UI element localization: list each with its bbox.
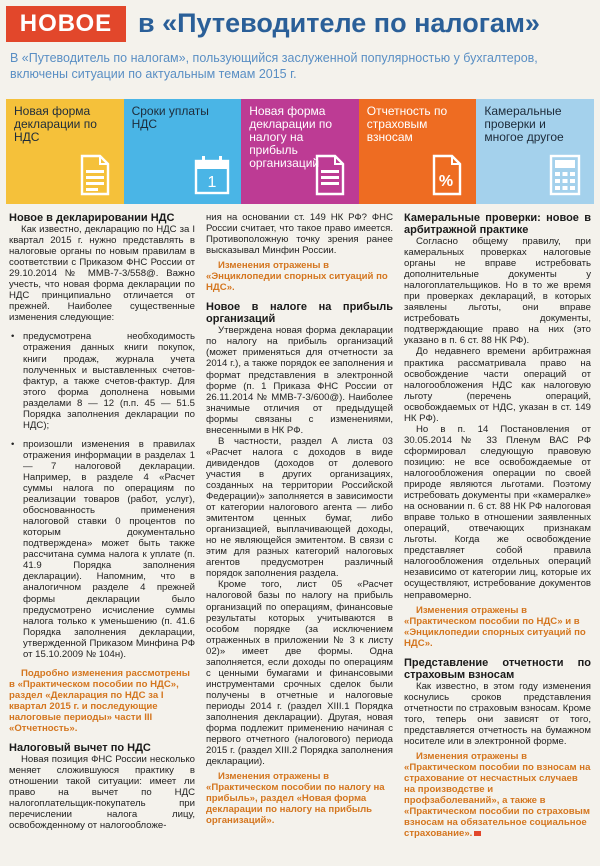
topic-tiles	[6, 99, 594, 204]
document-icon	[76, 154, 114, 196]
reference-note: Изменения отражены в «Энциклопедии спорных ситуаций по НДС».	[206, 260, 388, 294]
calendar-icon	[193, 154, 231, 196]
paragraph: Согласно общему правилу, при камеральных проверках налоговые органы не вправе истребовать дополнительные документы у налогоплательщиков. Но в то же время при проверках деклараций, в которых заявлены льготы, они вправе истребовать документы, подтверждающие право на них (это указано в п. 6 ст. 88 НК РФ).	[404, 236, 591, 347]
column-1	[9, 212, 195, 831]
page-subtitle: В «Путеводитель по налогам», пользующийся заслуженной популярностью у бухгалтеров, включены ситуации по актуальным темам 2015 г.	[10, 51, 538, 81]
tile-desk-audits	[476, 99, 594, 204]
paragraph: ния на основании ст. 149 НК РФ? ФНС России считает, что такое право имеется. Противоположную точку зрения ранее высказывал Минфин России.	[206, 212, 393, 257]
column-3	[404, 212, 591, 839]
tile-vat-deadlines	[124, 99, 242, 204]
paragraph: Как известно, декларацию по НДС за I квартал 2015 г. нужно представлять в налоговые органы по новым правилам в соответствии с Приказом ФНС России от 29.10.2014 № ММВ-7-3/558@. Важно учесть, что новая форма декларации по НДС принципиально отличается от прежней. Наиболее существенные изменения следующие:	[9, 224, 195, 324]
calculator-icon	[546, 154, 584, 196]
tile-label: Отчетность по страховым взносам	[366, 104, 448, 144]
tile-insurance-reporting	[359, 99, 477, 204]
paragraph: Как известно, в этом году изменения коснулись сроков представления отчетности по страховым взносам. Кроме того, теперь они зависят от того, представляется отчетность на бумажном носителе или в электронной форме.	[404, 680, 591, 747]
percent-document-icon	[428, 154, 466, 196]
paragraph: До недавнего времени арбитражная практика рассматривала право на освобождение части операций от налогообложения НДС как налоговую льготу (перечень операций, освобождаемых от НДС, указан в ст. 149 НК РФ).	[404, 346, 591, 424]
column-2	[206, 212, 393, 826]
reference-note: Изменения отражены в «Практическом пособии по НДС» и в «Энциклопедии спорных ситуаций по НДС».	[404, 604, 586, 649]
reference-note: Подробно изменения рассмотрены в «Практическом пособии по НДС», раздел «Декларация по НДС за I квартал 2015 г. и последующие налоговые периоды» части III «Отчетность».	[9, 667, 190, 735]
page-title: в «Путеводителе по налогам»	[138, 8, 540, 38]
calendar-day: 1	[207, 174, 217, 191]
section-heading: Новое в декларировании НДС	[9, 212, 175, 224]
tile-profit-tax-declaration	[241, 99, 359, 204]
reference-note-text: Изменения отражены в «Практическом пособии по взносам на страхование от несчастных случаев на производстве и профзаболеваний», а также в «Практическом пособии по страховым взносам на обязательное социальное страхование».	[404, 751, 591, 840]
paragraph: В частности, раздел А листа 03 «Расчет налога с доходов в виде дивидендов (доходов от долевого участия в других организациях, созданных на территории Российской Федерации)» заполняется в зависимости от категории налогового агента — либо эмитентом ценных бумаг, либо организацией, выплачивающей доходы, но не являющейся эмитентом. В связи с этим для разных категорий налоговых агентов предусмотрен различный порядок заполнения раздела.	[206, 435, 393, 580]
tile-label: Камеральные проверки и многое другое	[484, 104, 564, 144]
paragraph: Новая позиция ФНС России несколько меняет сложившуюся практику в отношении такой ситуации: имеет ли право на вычет по НДС налогоплательщик-покупатель при перечислении налога лицу, освобожденному от налогообложе-	[9, 754, 195, 832]
tile-label: Новая форма декларации по НДС	[14, 104, 97, 144]
bullet-item: • предусмотрена необходимость отражения данных книги покупок, книги продаж, журнала учета полученных и выставленных счетов-фактур, а также счетов-фактур. Для этого форма дополнена новыми разделами 8 — 12 (п.п. 45 — 51.5 Порядка заполнения декларации по НДС);	[9, 331, 195, 430]
reference-note: Изменения отражены в «Практическом пособии по налогу на прибыль», раздел «Новая форма декларации по налогу на прибыль организаций».	[206, 771, 385, 827]
paragraph: Утверждена новая форма декларации по налогу на прибыль организаций (может применяться для отчетности за 2014 г.), а также порядок ее заполнения и формат представления в электронной форме (п. 1 Приказа ФНС России от 26.11.2014 № ММВ-7-3/600@). Наиболее значимые отличия от предыдущей формы связаны с изменениями, внесенными в НК РФ.	[206, 325, 393, 436]
section-heading: Представление отчетности по страховым взносам	[404, 656, 591, 681]
paragraph: Кроме того, лист 05 «Расчет налоговой базы по налогу на прибыль организаций по операциям, финансовые результаты которых учитываются в особом порядке (за исключением отраженных в приложении № 3 к листу 02)» имеет две формы. Одна заполняется, если доходы по операциям с ценными бумагами и финансовыми инструментами срочных сделок были получены в отчетные и налоговые периоды 2014 г. (раздел XIII.1 Порядка заполнения декларации). Другая, новая форма подлежит применению начиная с первого отчетного (налогового) периода 2015 г. (раздел XIII.2 Порядка заполнения декларации).	[206, 579, 393, 768]
new-badge: НОВОЕ	[6, 6, 126, 42]
section-heading: Новое в налоге на прибыль организаций	[206, 301, 393, 326]
bullet-item: • произошли изменения в правилах отражения информации в разделах 1 — 7 налоговой декларации. Например, в разделе 4 «Расчет суммы налога по операциям по реализации товаров (работ, услуг), обоснованность применения налоговой ставки 0 процентов по которым документально подтверждена» может быть также рассчитана сумма налога к уплате (п. 41.9 Порядка заполнения декларации). Напомним, что в аналогичном разделе 4 прежней формы декларации было предусмотрено исчисление суммы налога только к уменьшению (п. 41.6 Порядка заполнения декларации, утвержденной Приказом Минфина РФ от 15.10.2009 № 104н).	[9, 439, 195, 660]
section-heading: Налоговый вычет по НДС	[9, 742, 151, 755]
section-heading: Камеральные проверки: новое в арбитражной практике	[404, 212, 591, 236]
tile-label: Новая форма декларации по налогу на прибыль организаций	[249, 104, 333, 170]
percent-sign: %	[439, 173, 454, 190]
header	[6, 6, 594, 46]
tile-label: Сроки уплаты НДС	[131, 104, 209, 131]
reference-note	[404, 751, 591, 839]
paragraph: Но в п. 14 Постановления от 30.05.2014 № 33 Пленум ВАС РФ сформировал следующую правовую позицию: не все освобождаемые от налогообложения операции по своей природе являются льготами. Поэтому истребовать документы при «камералке» на основании п. 6 ст. 88 НК РФ налоговая вправе только в отношении заявленных операций, отвечающих признакам льготы. Когда же освобождение представляет собой правила налогообложения отдельных операций независимо от категории лиц, которые их осуществляют, истребование документов неправомерно.	[404, 423, 591, 601]
end-mark-icon	[474, 831, 481, 836]
tile-vat-declaration	[6, 99, 124, 204]
